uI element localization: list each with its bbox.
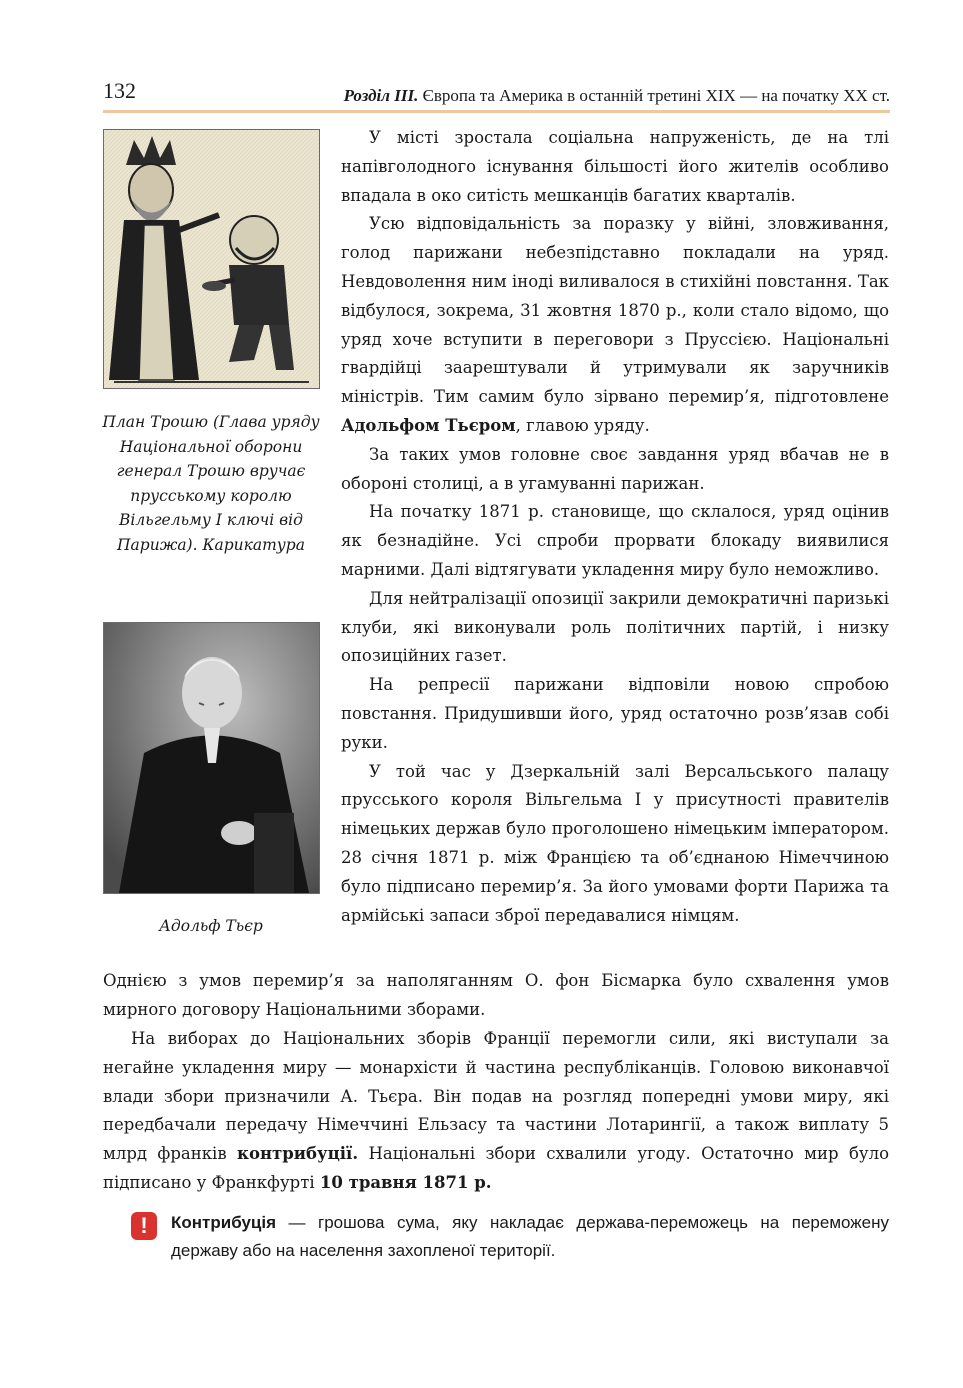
paragraph: За таких умов головне своє завдання уряд вбачав не в обороні столиці, а в угамуванні парижан.	[341, 444, 889, 493]
portrait-caption: Адольф Тьєр	[159, 917, 263, 935]
paragraph: На репресії парижани відповіли новою спробою повстання. Придушивши його, уряд остаточно розв’язав собі руки.	[341, 675, 889, 752]
running-header	[344, 86, 890, 106]
text-run: Національні збори схвалили угоду. Остаточно мир було підписано у Франкфурті	[103, 1144, 890, 1192]
definition-term: Контрибуція	[171, 1213, 277, 1232]
text-run: , главою уряду.	[515, 415, 650, 435]
right-column-text	[341, 124, 889, 930]
bold-term: контрибуції.	[237, 1144, 359, 1164]
full-width-continuation	[103, 967, 889, 1025]
section-title: Європа та Америка в останній третині ХІХ — на початку ХХ ст.	[418, 86, 890, 105]
text-run: Усю відповідальність за поразку у війні, зловживання, голод парижани небезпідставно покладали на уряд. Невдоволення ним іноді виливалося в стихійні повстання. Так відбулося, зокрема, 31 жовтня 1870 р., коли стало відомо, що уряд хоче вступити в переговори з Пруссією. Національні гвардійці заарештували й утримували як заручників міністрів. Тим самим було зірвано перемир’я, підготовлене	[341, 214, 889, 407]
full-width-text	[103, 1025, 889, 1198]
paragraph: У місті зростала соціальна напруженість, де на тлі напівголодного існування більшості його жителів особливо впадала в око ситість мешканців багатих кварталів.	[341, 128, 889, 205]
paragraph: Для нейтралізації опозиції закрили демократичні паризькі клуби, які виконували роль політичних партій, і низку опозиційних газет.	[341, 588, 889, 666]
portrait-image	[103, 622, 320, 894]
paragraph	[103, 1025, 889, 1198]
section-label: Розділ III.	[343, 86, 419, 105]
header-rule	[103, 110, 890, 113]
exclamation-icon: !	[131, 1212, 157, 1240]
caricature-illustration	[104, 130, 319, 388]
definition-callout	[171, 1209, 889, 1265]
paragraph: Однією з умов перемир’я за наполяганням О. фон Бісмарка було схвалення умов мирного договору Національними зборами.	[103, 971, 889, 1019]
definition-text: — грошова сума, яку накладає держава-переможець на переможену державу або на населення захопленої території.	[171, 1213, 889, 1260]
text-run: На виборах до Національних зборів Франції перемогли сили, які виступали за негайне укладення миру — монархісти й частина республіканців. Головою виконавчої влади збори призначили А. Тьєра. Він подав на розгляд попередні умови миру, які передбачали передачу Німеччині Ельзасу та частини Лотарингії, а також виплату 5 млрд франків	[103, 1029, 889, 1164]
caricature-image	[103, 129, 320, 389]
portrait-photo	[104, 623, 319, 893]
caricature-caption: План Трошю (Глава уряду Національної оборони генерал Трошю вручає прусському королю Вільгельму І ключі від Парижа). Карикатура	[102, 413, 320, 554]
paragraph: На початку 1871 р. становище, що склалося, уряд оцінив як безнадійне. Усі спроби прорвати блокаду виявилися марними. Далі відтягувати укладення миру було неможливо.	[341, 502, 889, 579]
bold-term: Адольфом Тьєром	[341, 415, 516, 435]
bold-date: 10 травня 1871 р.	[319, 1172, 492, 1192]
paragraph: У той час у Дзеркальній залі Версальського палацу прусського короля Вільгельма І у присутності правителів німецьких держав було проголошено німецьким імператором. 28 січня 1871 р. між Францією та об’єднаною Німеччиною було підписано перемир’я. За його умовами форти Парижа та армійські запаси зброї передавалися німцям.	[341, 761, 889, 925]
paragraph	[341, 210, 889, 440]
page-number: 132	[103, 78, 136, 103]
